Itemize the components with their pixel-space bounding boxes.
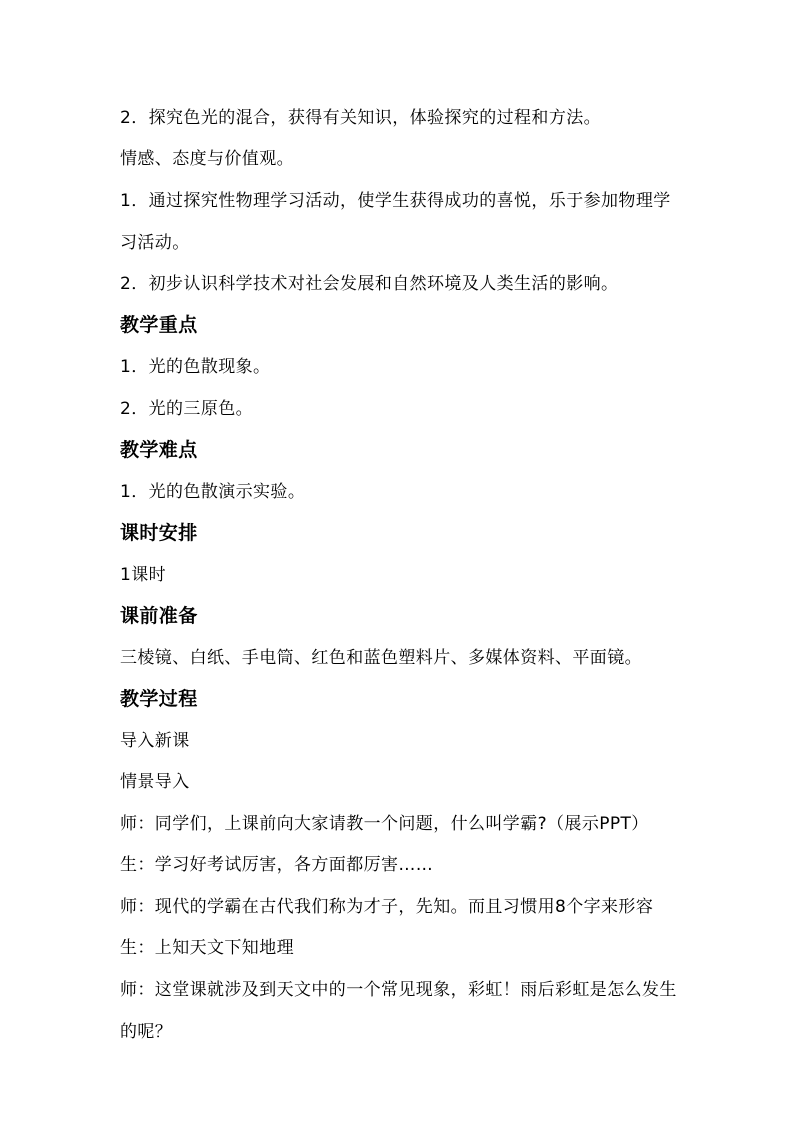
objective-item-2: 2．探究色光的混合，获得有关知识，体验探究的过程和方法。 <box>120 108 602 128</box>
difficulty-1: 1．光的色散演示实验。 <box>120 482 306 502</box>
heading-key-points: 教学重点 <box>120 314 198 336</box>
heading-preparation: 课前准备 <box>120 605 198 627</box>
schedule-value: 1课时 <box>120 565 167 585</box>
subheading-scene: 情景导入 <box>120 772 190 792</box>
emotion-item-1: 1．通过探究性物理学习活动，使学生获得成功的喜悦，乐于参加物理学 <box>120 191 671 211</box>
dialogue-student-2: 生：上知天文下知地理 <box>120 938 294 958</box>
emotion-item-1-cont: 习活动。 <box>120 233 190 253</box>
preparation-materials: 三棱镜、白纸、手电筒、红色和蓝色塑料片、多媒体资料、平面镜。 <box>120 648 642 668</box>
dialogue-teacher-2: 师：现代的学霸在古代我们称为才子，先知。而且习惯用8个字来形容 <box>120 897 654 917</box>
key-point-1: 1．光的色散现象。 <box>120 357 271 377</box>
dialogue-student-1: 生：学习好考试厉害，各方面都厉害…… <box>120 855 434 875</box>
heading-schedule: 课时安排 <box>120 522 198 544</box>
heading-difficulties: 教学难点 <box>120 439 198 461</box>
section-label-emotion: 情感、态度与价值观。 <box>120 149 294 169</box>
subheading-intro: 导入新课 <box>120 731 190 751</box>
key-point-2: 2．光的三原色。 <box>120 399 254 419</box>
emotion-item-2: 2．初步认识科学技术对社会发展和自然环境及人类生活的影响。 <box>120 274 619 294</box>
dialogue-teacher-1: 师：同学们，上课前向大家请教一个问题，什么叫学霸?（展示PPT） <box>120 814 649 834</box>
dialogue-teacher-3-cont: 的呢？ <box>120 1022 173 1042</box>
dialogue-teacher-3: 师：这堂课就涉及到天文中的一个常见现象，彩虹！雨后彩虹是怎么发生 <box>120 980 677 1000</box>
heading-process: 教学过程 <box>120 688 198 710</box>
